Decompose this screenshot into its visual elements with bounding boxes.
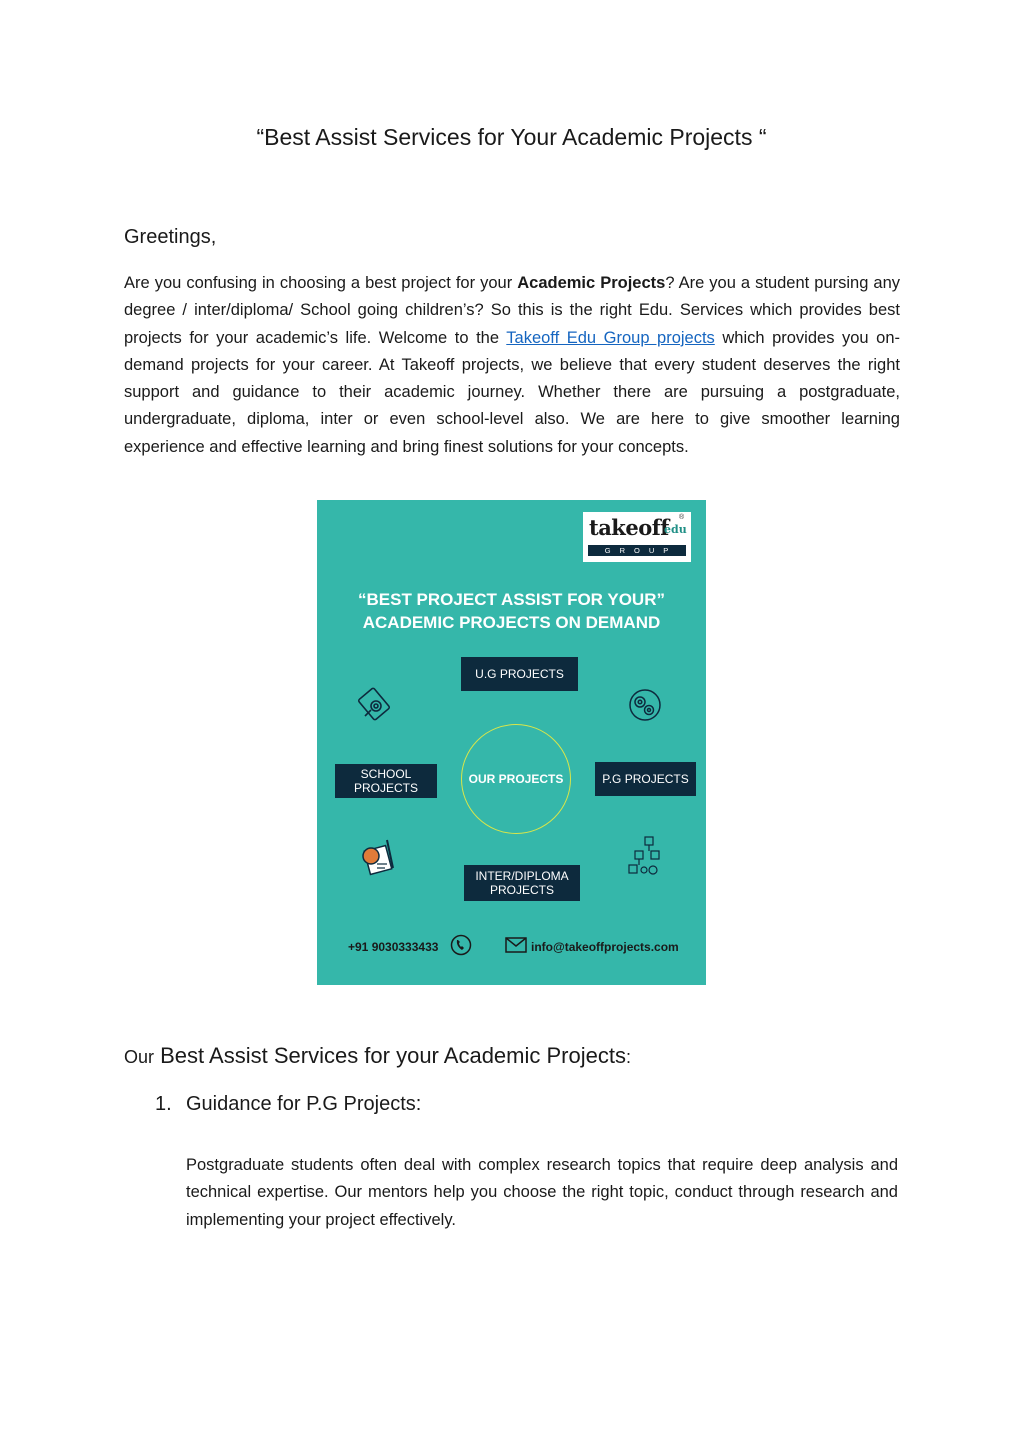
list-item-title — [155, 1093, 421, 1116]
mail-icon — [505, 937, 527, 953]
logo-main-text: takeoff — [589, 515, 669, 540]
intro-text-1: Are you confusing in choosing a best project for your — [124, 274, 518, 292]
logo-registered: ® — [679, 514, 685, 521]
document-gear-icon — [357, 686, 395, 724]
list-item-number: 1. — [155, 1093, 172, 1115]
greeting: Greetings, — [124, 226, 217, 248]
intro-text-3: which provides you on-demand projects for your career. At Takeoff projects, we believe that every student deserves the right support and guidance to their academic journey. Whether there are pursuing a postgraduate, undergraduate, diploma, inter or even school-level also. We are here to give smoother learning experience and effective learning and bring finest solutions for your concepts. — [124, 328, 900, 456]
our-projects-circle: OUR PROJECTS — [461, 724, 571, 834]
pg-projects-box: P.G PROJECTS — [595, 762, 696, 796]
headline-line-2: ACADEMIC PROJECTS ON DEMAND — [362, 613, 661, 632]
section-heading — [124, 1043, 631, 1069]
inter-line-1: INTER/DIPLOMA — [475, 869, 569, 883]
takeoff-link[interactable]: Takeoff Edu Group projects — [506, 328, 715, 347]
headline-line-1: “BEST PROJECT ASSIST FOR YOUR” — [358, 590, 665, 609]
intro-paragraph — [124, 270, 900, 461]
school-line-2: PROJECTS — [353, 781, 418, 795]
poster-headline — [317, 588, 706, 634]
intro-text-2: ? Are you a student pursing any degree / inter/diploma/ School going children’s? So this is the right Edu. Services which provides best projects for your academic’s life. Welcome to the — [124, 274, 901, 347]
list-item-heading: Guidance for P.G Projects: — [186, 1093, 422, 1115]
document-title: “Best Assist Services for Your Academic Projects “ — [256, 124, 767, 150]
phone-icon — [450, 934, 472, 956]
inter-projects-box — [464, 865, 580, 901]
section-suffix: : — [625, 1047, 631, 1067]
section-prefix: Our — [124, 1047, 155, 1067]
inter-line-2: PROJECTS — [489, 883, 554, 897]
ug-projects-box: U.G PROJECTS — [461, 657, 578, 691]
logo-edu-text: edu — [664, 523, 687, 536]
promo-poster — [317, 500, 706, 985]
takeoff-logo — [583, 512, 691, 562]
section-title: Best Assist Services for your Academic Projects — [154, 1043, 626, 1068]
intro-bold: Academic Projects — [517, 274, 666, 292]
school-line-1: SCHOOL — [360, 767, 412, 781]
school-supplies-icon — [357, 834, 403, 880]
gears-icon — [626, 686, 664, 724]
logo-group-band: GROUP — [588, 545, 686, 556]
school-projects-box — [335, 764, 437, 798]
flowchart-icon — [621, 834, 667, 880]
list-item-body: Postgraduate students often deal with complex research topics that require deep analysis and technical expertise. Our mentors help you choose the right topic, conduct through research and implementing your project effectively. — [186, 1156, 898, 1229]
poster-email: info@takeoffprojects.com — [531, 940, 679, 954]
poster-phone: +91 9030333433 — [348, 940, 439, 954]
